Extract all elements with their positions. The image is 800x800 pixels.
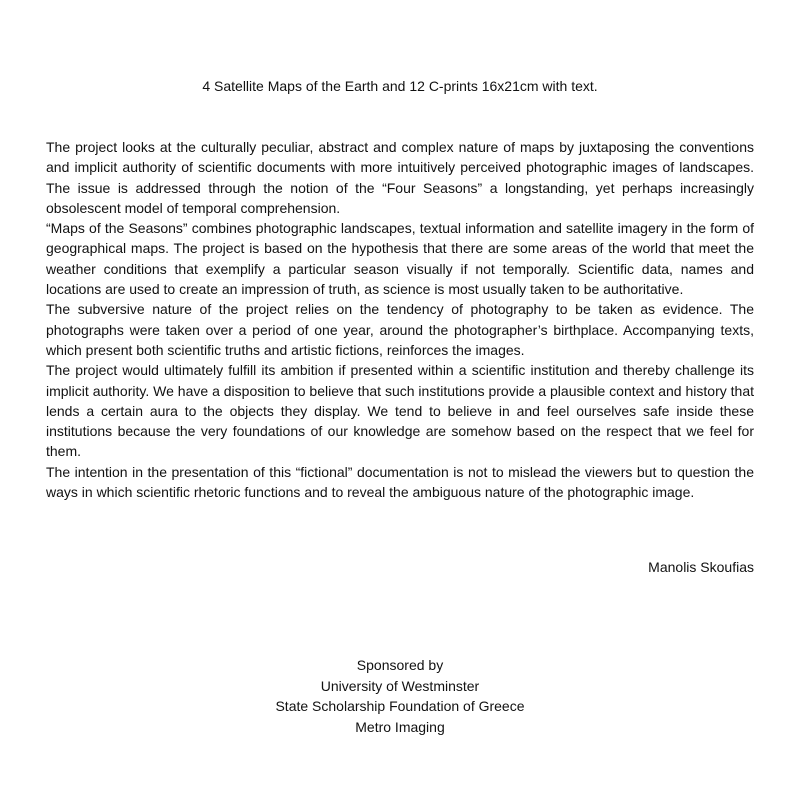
paragraph-3: The subversive nature of the project relies on the tendency of photography to be taken as evidence. The photographs were taken over a period of one year, around the photographer’s birthplace. Accompanying texts, which present both scientific truths and artistic fictions, reinforces the images.	[46, 301, 754, 358]
sponsors-heading: Sponsored by	[356, 657, 444, 673]
author-signature: Manolis Skoufias	[648, 559, 754, 575]
document-body	[46, 137, 754, 502]
paragraph-1: The project looks at the culturally peculiar, abstract and complex nature of maps by juxtaposing the conventions and implicit authority of scientific documents with more intuitively perceived photographic images of landscapes. The issue is addressed through the notion of the “Four Seasons” a longstanding, yet perhaps increasingly obsolescent model of temporal comprehension.	[46, 139, 754, 216]
sponsors-block	[0, 655, 800, 737]
sponsor-item: University of Westminster	[320, 677, 480, 694]
sponsor-item: State Scholarship Foundation of Greece	[275, 698, 525, 714]
paragraph-2: “Maps of the Seasons” combines photographic landscapes, textual information and satellite imagery in the form of geographical maps. The project is based on the hypothesis that there are some areas of the world that meet the weather conditions that exemplify a particular season visually if not temporally. Scientific data, names and locations are used to create an impression of truth, as science is most usually taken to be authoritative.	[46, 220, 754, 298]
sponsor-item: Metro Imaging	[355, 718, 445, 735]
paragraph-5: The intention in the presentation of this “fictional” documentation is not to mislead the viewers but to question the ways in which scientific rhetoric functions and to reveal the ambiguous nature of the photographic image.	[46, 463, 754, 501]
paragraph-4: The project would ultimately fulfill its ambition if presented within a scientific institution and thereby challenge its implicit authority. We have a disposition to believe that such institutions provide a plausible context and history that lends a certain aura to the objects they display. We tend to believe in and feel ourselves safe inside these institutions because the very foundations of our knowledge are somehow based on the respect that we feel for them.	[46, 362, 754, 460]
document-subtitle: 4 Satellite Maps of the Earth and 12 C-prints 16x21cm with text.	[202, 78, 598, 94]
